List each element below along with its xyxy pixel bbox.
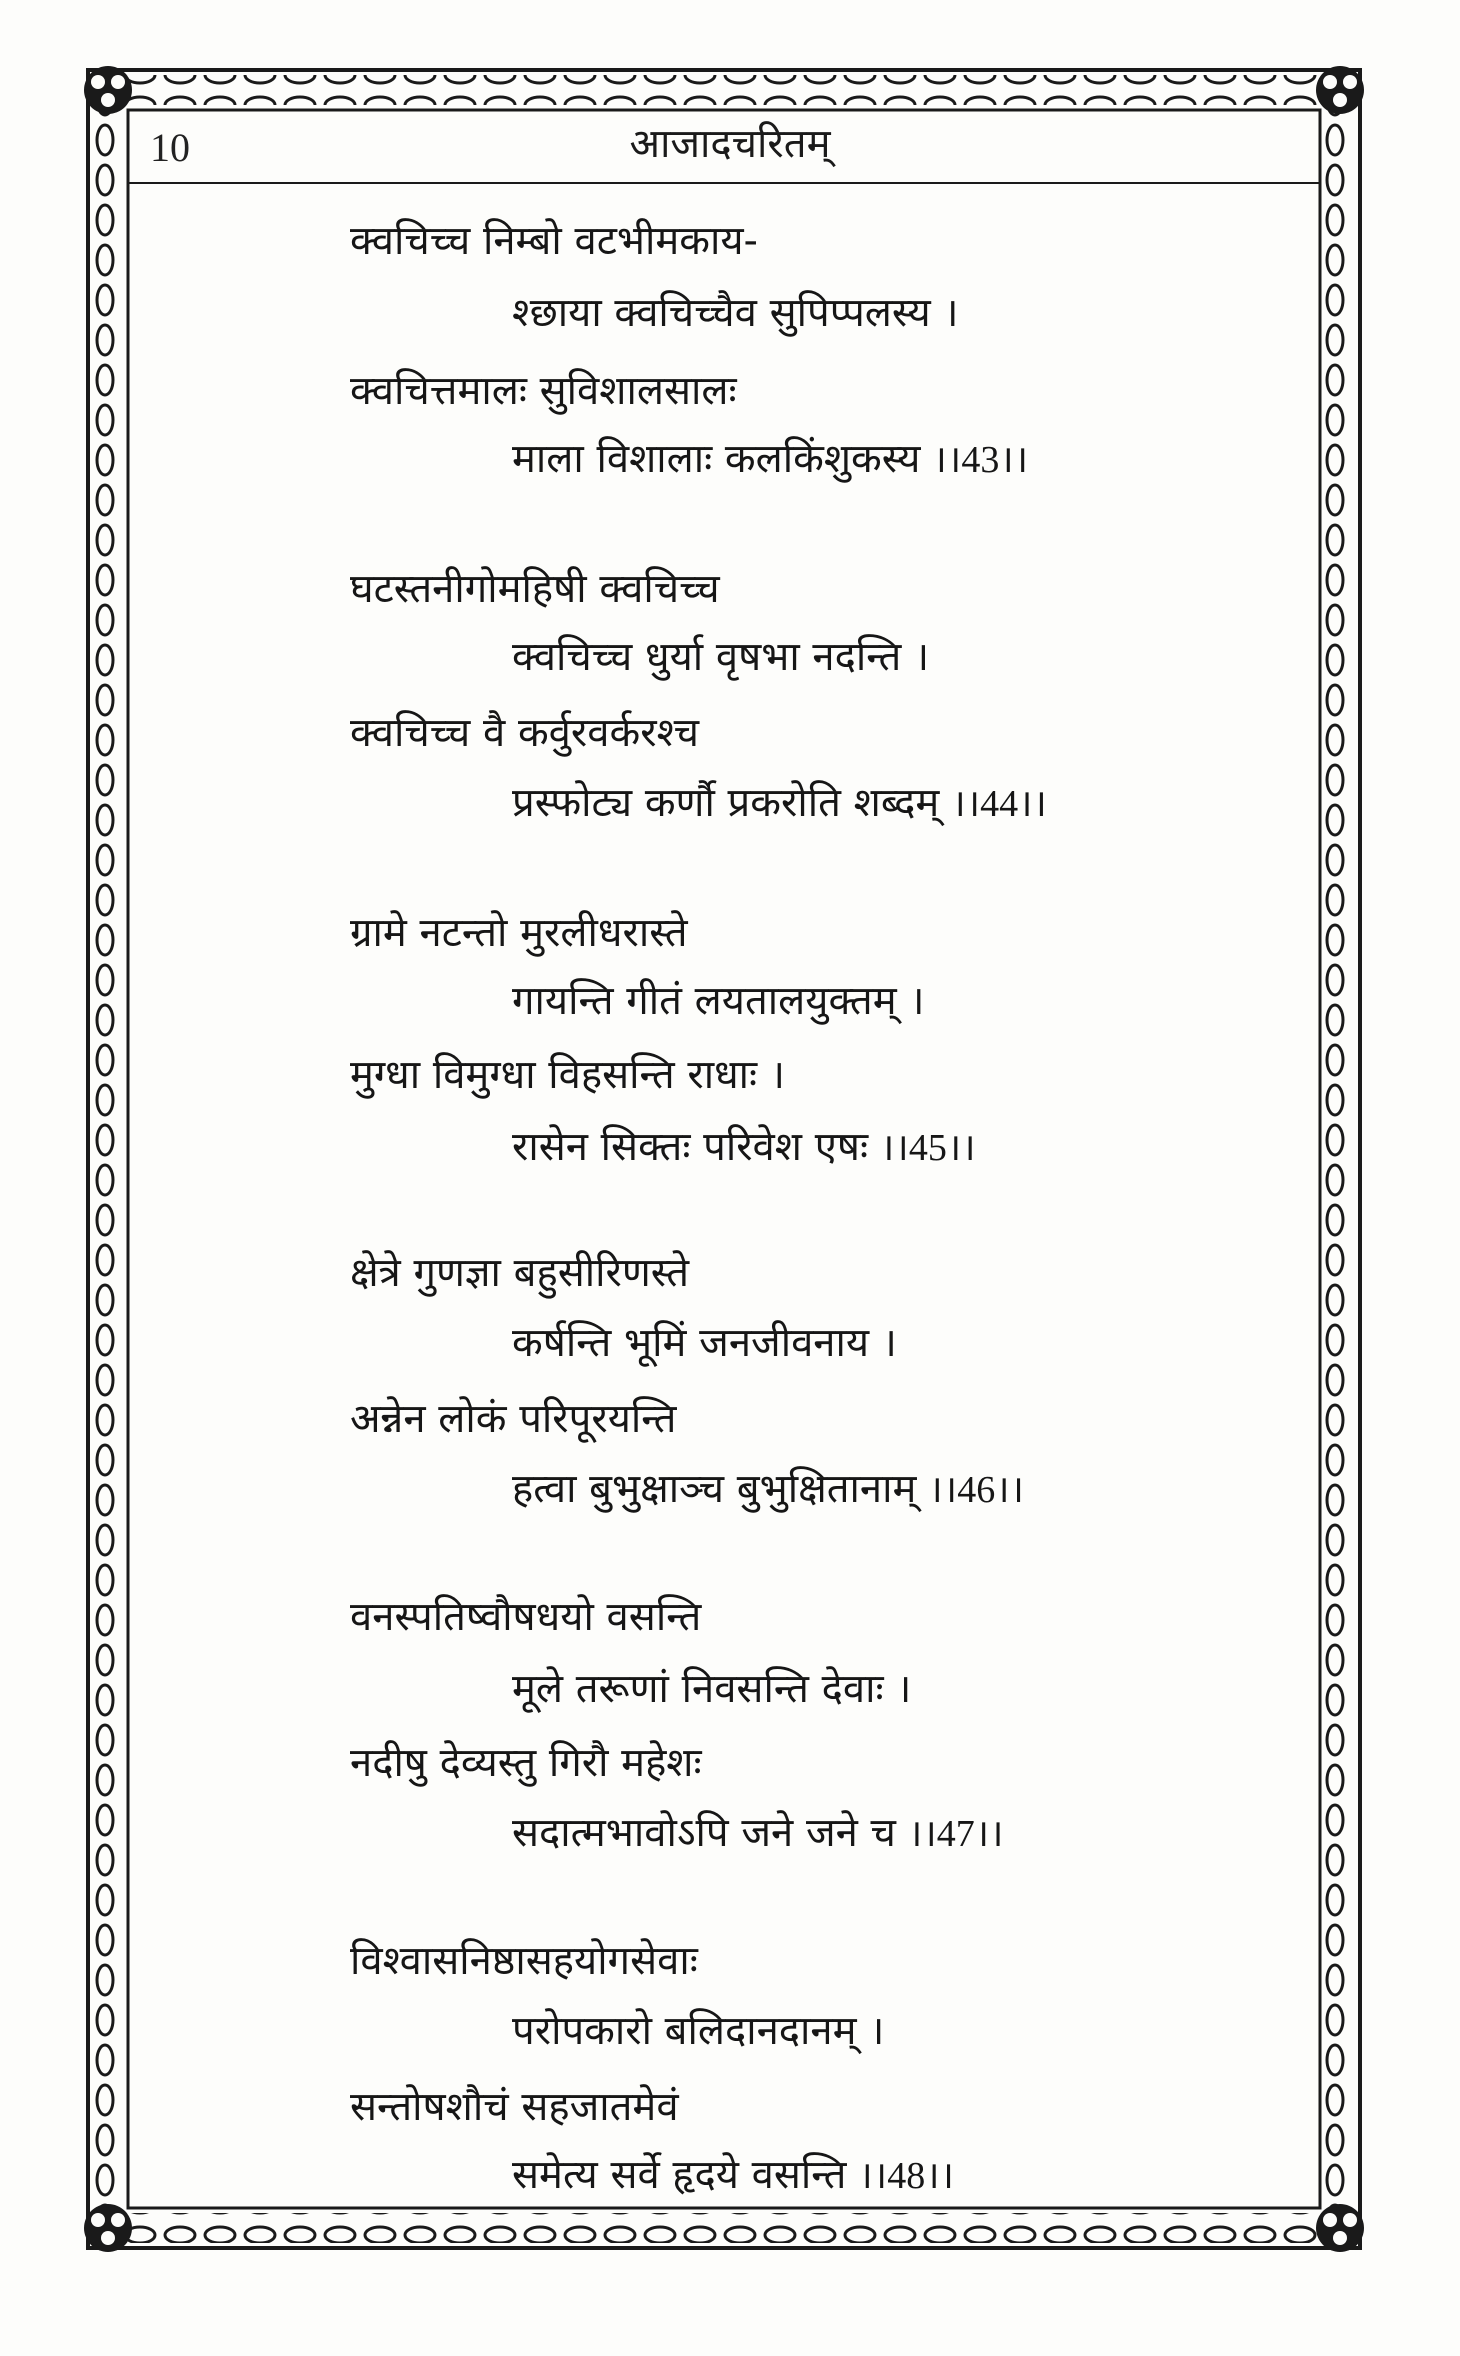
verse-number: ।।44।। <box>951 783 1047 825</box>
corner-ornament-bottom-left <box>84 2204 132 2252</box>
corner-ornament-top-right <box>1316 66 1364 114</box>
verse-number: ।।48।। <box>858 2155 954 2197</box>
verse-line: मुग्धा विमुग्धा विहसन्ति राधाः । <box>350 1052 785 1098</box>
verse-line: क्वचिच्च निम्बो वटभीमकाय- <box>350 218 758 264</box>
verse-line: क्वचिच्च धुर्या वृषभा नदन्ति । <box>512 634 930 680</box>
verse-line: परोपकारो बलिदानदानम् । <box>512 2008 885 2054</box>
verse-line <box>512 1122 976 1173</box>
verse-line-text: सदात्मभावोऽपि जने जने च <box>512 1810 896 1856</box>
verse-number: ।।46।। <box>928 1469 1024 1511</box>
verse-number: ।।43।। <box>932 439 1029 481</box>
verse-line <box>512 1464 1024 1515</box>
corner-ornament-bottom-right <box>1316 2204 1364 2252</box>
page-number: 10 <box>150 125 190 170</box>
verse-line: श्छाया क्वचिच्चैव सुपिप्पलस्य । <box>512 290 959 336</box>
verse-line: कर्षन्ति भूमिं जनजीवनाय । <box>512 1320 897 1366</box>
verse-line: वनस्पतिष्वौषधयो वसन्ति <box>350 1594 702 1640</box>
corner-ornament-top-left <box>84 66 132 114</box>
verse-line-text: हत्वा बुभुक्षाञ्च बुभुक्षितानाम् <box>512 1466 917 1512</box>
verse-line <box>512 1808 1004 1859</box>
verse-line-text: रासेन सिक्तः परिवेश एषः <box>512 1124 869 1170</box>
verse-line-text: समेत्य सर्वे हृदये वसन्ति <box>512 2152 847 2198</box>
verse-line <box>512 2150 954 2201</box>
verse-line <box>512 434 1028 485</box>
verse-line-text: प्रस्फोट्य कर्णौ प्रकरोति शब्दम् <box>512 780 940 826</box>
verse-line: क्वचिच्च वै कर्वुरवर्करश्च <box>350 710 699 756</box>
verse-line: ग्रामे नटन्तो मुरलीधरास्ते <box>350 910 688 956</box>
verse-line: गायन्ति गीतं लयतालयुक्तम् । <box>512 978 925 1024</box>
verse-line: क्षेत्रे गुणज्ञा बहुसीरिणस्ते <box>350 1250 690 1296</box>
verse-line: घटस्तनीगोमहिषी क्वचिच्च <box>350 566 720 612</box>
verse-line: मूले तरूणां निवसन्ति देवाः । <box>512 1666 912 1712</box>
verse-line: अन्नेन लोकं परिपूरयन्ति <box>350 1396 677 1442</box>
verse-line: सन्तोषशौचं सहजातमेवं <box>350 2084 679 2130</box>
verse-line: विश्वासनिष्ठासहयोगसेवाः <box>350 1938 698 1984</box>
verse-number: ।।47।। <box>907 1813 1004 1855</box>
running-title: आजादचरितम् <box>629 121 831 167</box>
verse-line: नदीषु देव्यस्तु गिरौ महेशः <box>350 1740 702 1786</box>
verse-line <box>512 778 1047 829</box>
verse-line: क्वचित्तमालः सुविशालसालः <box>350 368 737 414</box>
verse-line-text: माला विशालाः कलकिंशुकस्य <box>512 436 921 482</box>
verse-number: ।।45।। <box>880 1127 976 1169</box>
